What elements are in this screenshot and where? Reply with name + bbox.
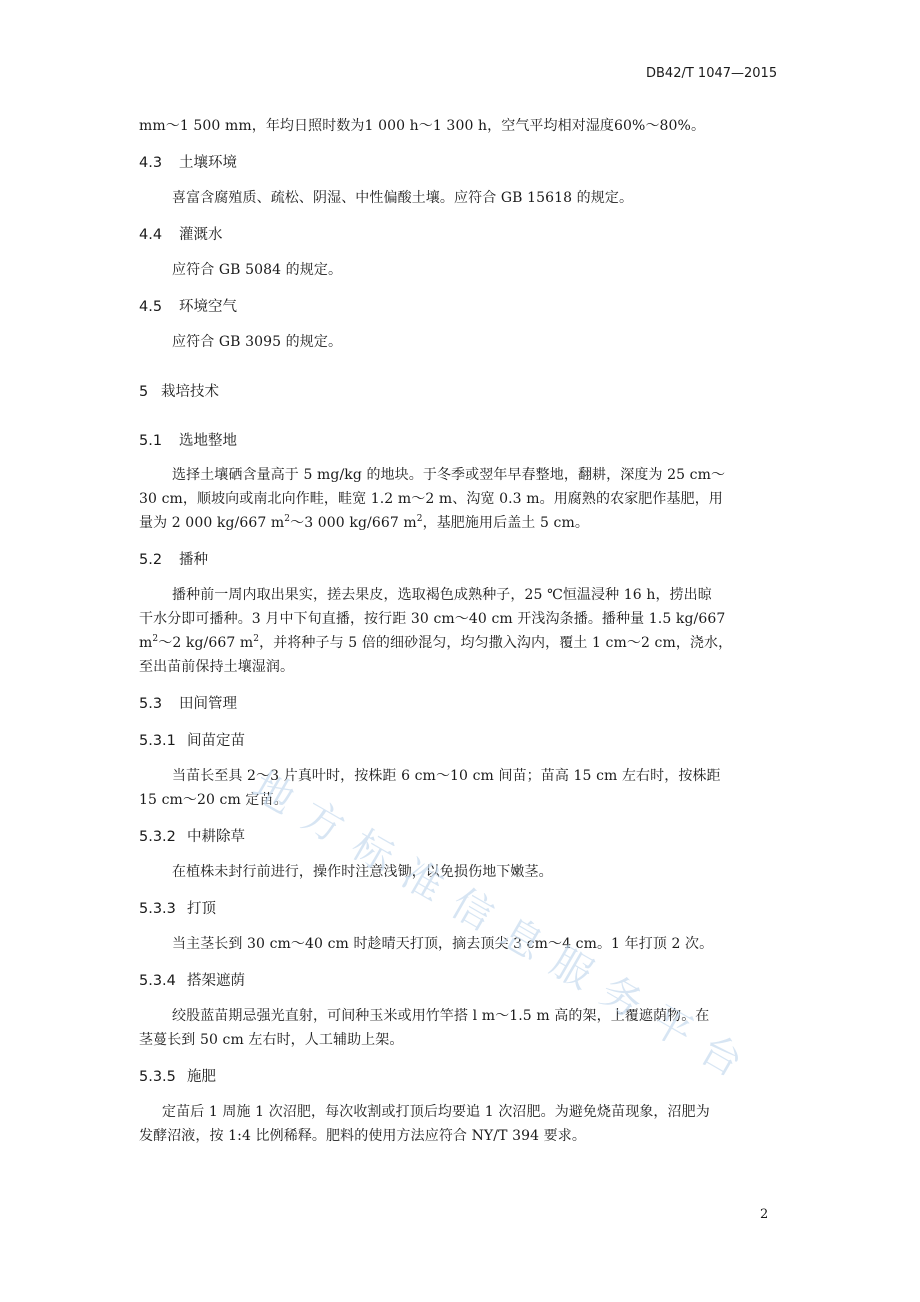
paragraph-5-2-line: 播种前一周内取出果实，搓去果皮，选取褐色成熟种子，25 ℃恒温浸种 16 h，捞出晾 (172, 587, 712, 603)
heading-5-3-5 (139, 1065, 216, 1086)
heading-number: 5.3.5 (139, 1069, 176, 1085)
heading-title: 田间管理 (179, 696, 237, 712)
paragraph-5-3-5-line: 定苗后 1 周施 1 次沼肥，每次收割或打顶后均要追 1 次沼肥。为避免烧苗现象，沼肥为 (162, 1104, 710, 1120)
paragraph-5-3-5-line: 发酵沼液，按 1:4 比例稀释。肥料的使用方法应符合 NY/T 394 要求。 (139, 1128, 586, 1144)
paragraph-5-3-4-line: 茎蔓长到 50 cm 左右时，人工辅助上架。 (139, 1032, 404, 1048)
watermark-char: 平 (642, 997, 701, 1057)
paragraph-5-1-line: 量为 2 000 kg/667 $m^2\sim 3$ 000 kg/667 $m^2$，基肥施用后盖土 5 cm。 (139, 514, 589, 531)
heading-number: 5 (139, 384, 149, 400)
heading-number: 5.3.3 (139, 901, 176, 917)
heading-number: 5.3.2 (139, 829, 176, 845)
paragraph-5-3-2: 在植株未封行前进行，操作时注意浅锄，以免损伤地下嫩茎。 (172, 864, 553, 880)
heading-title: 间苗定苗 (187, 733, 245, 749)
heading-title: 选地整地 (179, 433, 237, 449)
paragraph-4-4: 应符合 GB 5084 的规定。 (172, 262, 343, 278)
heading-5-3-1 (139, 729, 245, 750)
heading-title: 搭架遮荫 (187, 973, 245, 989)
paragraph-4-5: 应符合 GB 3095 的规定。 (172, 334, 343, 350)
paragraph-5-3-1-line: 当苗长至具 2～3 片真叶时，按株距 6 cm～10 cm 间苗；苗高 15 cm 左右时，按株距 (172, 768, 721, 784)
heading-number: 4.4 (139, 227, 163, 243)
heading-number: 4.3 (139, 155, 163, 171)
page-number: 2 (760, 1207, 769, 1222)
watermark-char: 地 (244, 763, 302, 824)
heading-5-2 (139, 548, 208, 569)
heading-number: 5.2 (139, 552, 163, 568)
heading-4-3 (139, 151, 237, 172)
paragraph-5-1-line: 选择土壤硒含量高于 5 mg/kg 的地块。于冬季或翌年早春整地，翻耕，深度为 25 cm～ (172, 467, 726, 483)
paragraph-5-3-3: 当主茎长到 30 cm～40 cm 时趁晴天打顶，摘去顶尖 3 cm～4 cm。1 年打顶 2 次。 (172, 936, 714, 952)
watermark-char: 准 (393, 851, 452, 911)
watermark-char: 息 (493, 909, 551, 970)
watermark-char: 务 (592, 967, 651, 1028)
watermark-char: 标 (343, 821, 402, 882)
heading-5-1 (139, 429, 237, 450)
paragraph-5-2-line: 至出苗前保持土壤湿润。 (139, 659, 295, 675)
heading-number: 5.3.4 (139, 973, 176, 989)
paragraph-4-3: 喜富含腐殖质、疏松、阴湿、中性偏酸土壤。应符合 GB 15618 的规定。 (172, 190, 634, 206)
heading-title: 中耕除草 (187, 829, 245, 845)
heading-number: 5.1 (139, 433, 163, 449)
heading-5-3 (139, 692, 237, 713)
paragraph-5-3-4-line: 绞股蓝苗期忌强光直射，可间种玉米或用竹竿搭 l m～1.5 m 高的架，上覆遮荫物。在 (172, 1008, 710, 1024)
paragraph-5-2-line: $m^2\sim 2$ kg/667 $m^2$，并将种子与 5 倍的细砂混匀，均匀撒入沟内，覆土 1 cm～2 cm，浇水， (139, 634, 733, 651)
watermark-char: 台 (692, 1026, 750, 1087)
heading-title: 施肥 (187, 1069, 216, 1085)
heading-5 (139, 380, 219, 401)
heading-title: 灌溉水 (179, 227, 223, 243)
paragraph-5-2-line: 干水分即可播种。3 月中下旬直播，按行距 30 cm～40 cm 开浅沟条播。播种量 1.5 kg/667 (139, 611, 726, 627)
paragraph-5-1-line: 30 cm，顺坡向或南北向作畦，畦宽 1.2 m～2 m、沟宽 0.3 m。用腐熟的农家肥作基肥，用 (139, 491, 723, 507)
heading-4-4 (139, 223, 223, 244)
paragraph-5-3-1-line: 15 cm～20 cm 定苗。 (139, 792, 288, 808)
heading-title: 环境空气 (179, 299, 237, 315)
heading-5-3-3 (139, 897, 216, 918)
heading-4-5 (139, 295, 237, 316)
heading-number: 5.3 (139, 696, 163, 712)
heading-title: 栽培技术 (161, 384, 219, 400)
heading-title: 打顶 (187, 901, 216, 917)
watermark-char: 服 (542, 938, 601, 999)
heading-title: 土壤环境 (179, 155, 237, 171)
heading-number: 4.5 (139, 299, 163, 315)
watermark-char: 信 (443, 880, 501, 941)
heading-number: 5.3.1 (139, 733, 176, 749)
heading-5-3-4 (139, 969, 245, 990)
heading-5-3-2 (139, 825, 245, 846)
document-code: DB42/T 1047—2015 (646, 66, 778, 81)
climate-text: mm～1 500 mm，年均日照时数为1 000 h～1 300 h，空气平均相对湿度60%～80%。 (139, 118, 706, 134)
heading-title: 播种 (179, 552, 208, 568)
watermark-char: 方 (293, 792, 352, 853)
